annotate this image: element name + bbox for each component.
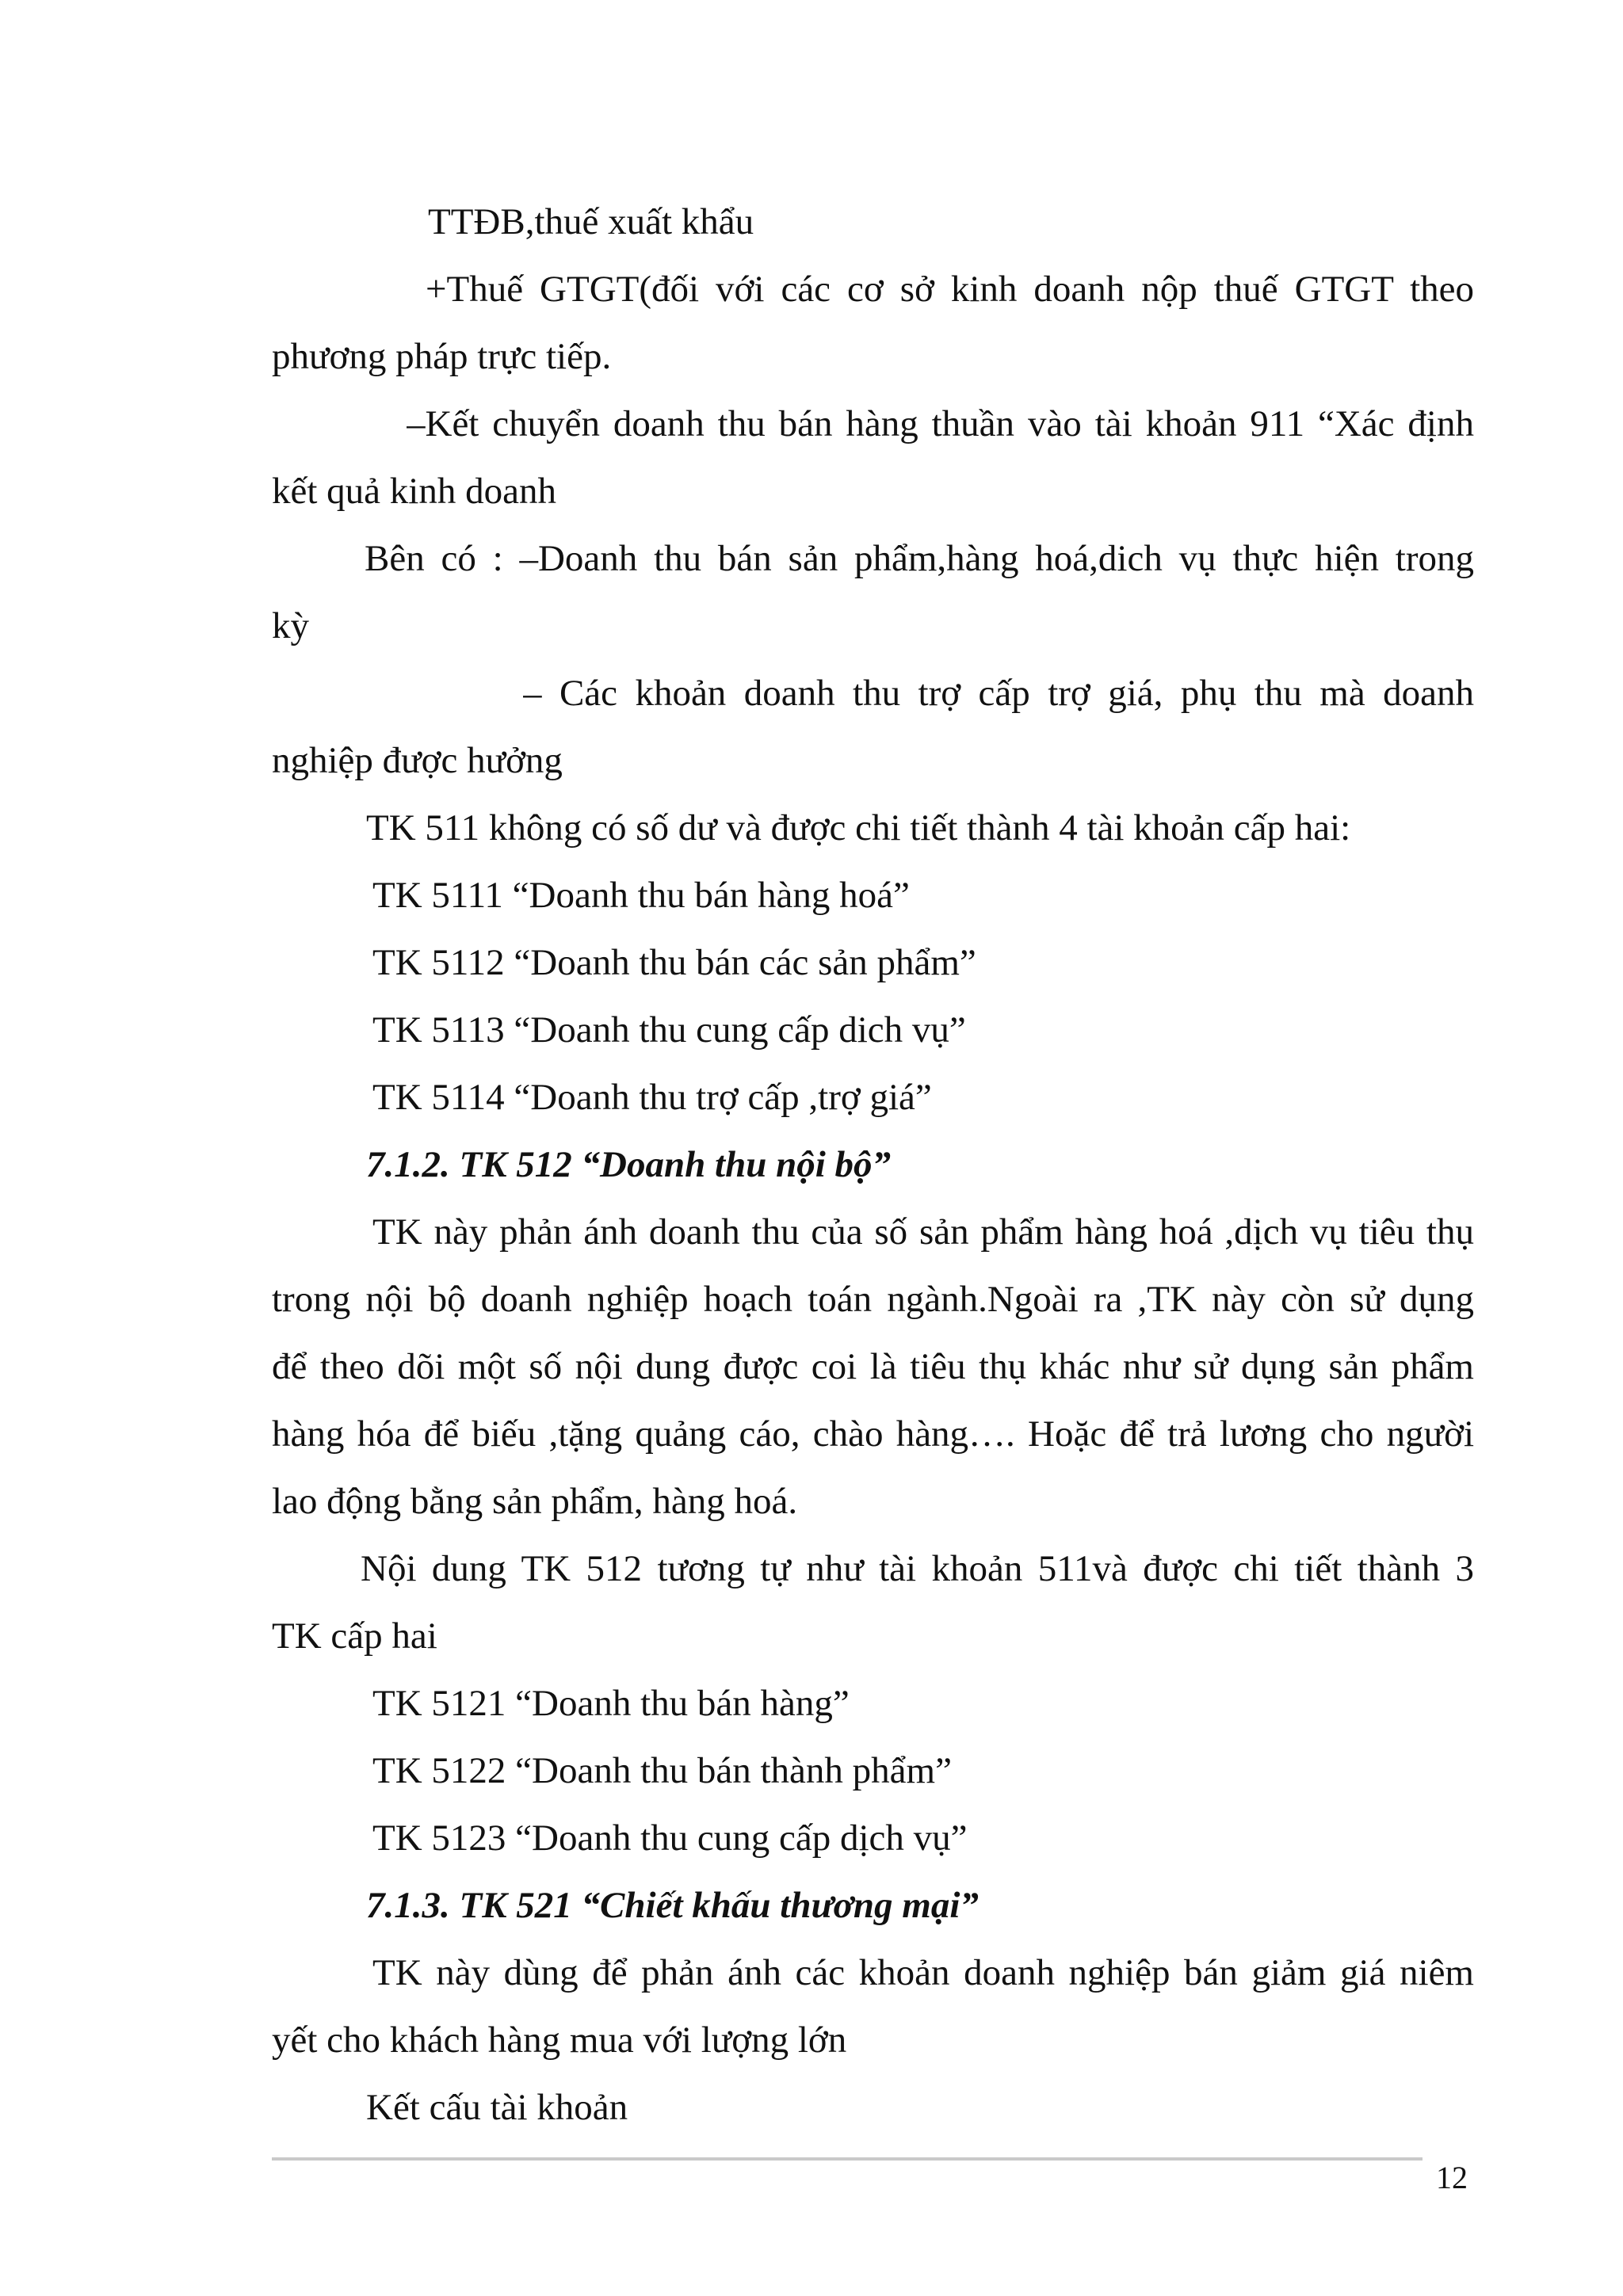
text-line: kết quả kinh doanh <box>272 471 556 512</box>
list-item: TK 5121 “Doanh thu bán hàng” <box>372 1683 850 1724</box>
text-line: kỳ <box>272 605 309 646</box>
text-line: nghiệp được hưởng <box>272 740 563 781</box>
text-line: Bên có : –Doanh thu bán sản phẩm,hàng hoá,dich vụ thực hiện trong <box>365 538 1474 579</box>
text-line: TK này phản ánh doanh thu của số sản phẩm hàng hoá ,dịch vụ tiêu thụ <box>372 1211 1474 1253</box>
text-line: Nội dung TK 512 tương tự như tài khoản 511và được chi tiết thành 3 <box>361 1548 1474 1589</box>
text-line: trong nội bộ doanh nghiệp hoạch toán ngành.Ngoài ra ,TK này còn sử dụng <box>272 1279 1474 1320</box>
section-heading: 7.1.3. TK 521 “Chiết khấu thương mại” <box>366 1885 979 1926</box>
page-number: 12 <box>1436 2160 1468 2195</box>
text-line: –Kết chuyển doanh thu bán hàng thuần vào tài khoản 911 “Xác định <box>407 403 1474 444</box>
list-item: TK 5113 “Doanh thu cung cấp dich vụ” <box>372 1009 966 1051</box>
footer-divider <box>272 2157 1423 2161</box>
text-line: Kết cấu tài khoản <box>366 2087 628 2128</box>
list-item: TK 5114 “Doanh thu trợ cấp ,trợ giá” <box>372 1077 932 1118</box>
text-line: TK này dùng để phản ánh các khoản doanh nghiệp bán giảm giá niêm <box>372 1952 1474 1993</box>
text-line: phương pháp trực tiếp. <box>272 336 612 377</box>
text-line: lao động bằng sản phẩm, hàng hoá. <box>272 1481 798 1522</box>
text-line: – Các khoản doanh thu trợ cấp trợ giá, phụ thu mà doanh <box>523 673 1474 714</box>
text-line: TTĐB,thuế xuất khẩu <box>428 201 754 242</box>
text-line: để theo dõi một số nội dung được coi là tiêu thụ khác như sử dụng sản phẩm <box>272 1346 1474 1387</box>
text-line: yết cho khách hàng mua với lượng lớn <box>272 2019 847 2061</box>
section-heading: 7.1.2. TK 512 “Doanh thu nội bộ” <box>366 1144 892 1185</box>
text-line: TK 511 không có số dư và được chi tiết thành 4 tài khoản cấp hai: <box>366 807 1351 849</box>
text-line: TK cấp hai <box>272 1615 437 1657</box>
text-line: +Thuế GTGT(đối với các cơ sở kinh doanh nộp thuế GTGT theo <box>426 269 1474 310</box>
list-item: TK 5122 “Doanh thu bán thành phẩm” <box>372 1750 952 1791</box>
list-item: TK 5112 “Doanh thu bán các sản phẩm” <box>372 942 976 983</box>
list-item: TK 5123 “Doanh thu cung cấp dịch vụ” <box>372 1817 968 1859</box>
text-line: hàng hóa để biếu ,tặng quảng cáo, chào hàng…. Hoặc để trả lương cho người <box>272 1413 1474 1455</box>
list-item: TK 5111 “Doanh thu bán hàng hoá” <box>372 875 910 916</box>
